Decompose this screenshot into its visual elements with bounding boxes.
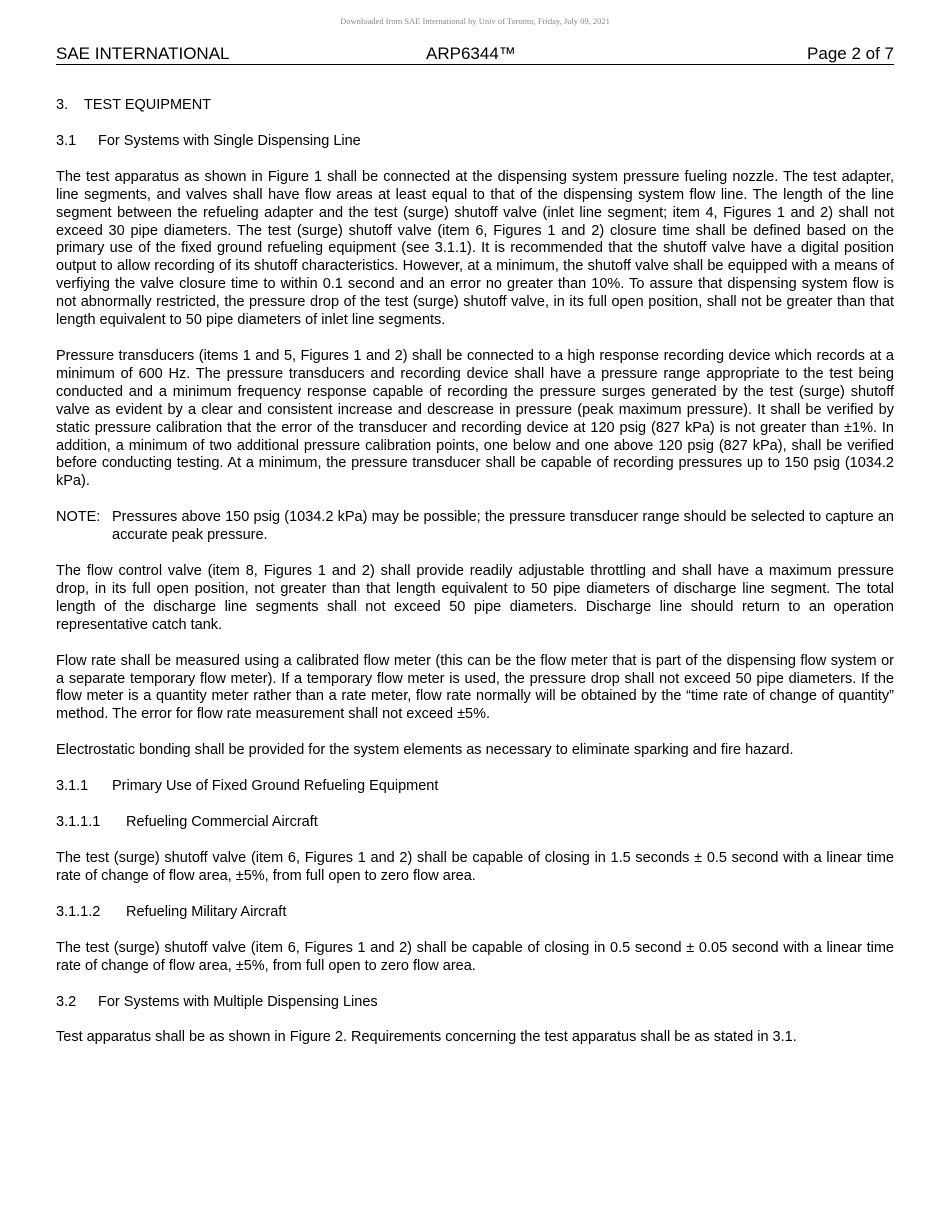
header-page-number: Page 2 of 7 — [807, 44, 894, 63]
section-number: 3.1.1.2 — [56, 903, 101, 920]
paragraph-multiple-lines: Test apparatus shall be as shown in Figure 2. Requirements concerning the test apparatus shall be as stated in 3.1. — [56, 1029, 797, 1046]
note-text: Pressures above 150 psig (1034.2 kPa) may be possible; the pressure transducer range should be selected to capture an accurate peak pressure. — [112, 509, 894, 544]
paragraph-electrostatic-bonding: Electrostatic bonding shall be provided for the system elements as necessary to eliminate sparking and fire hazard. — [56, 742, 794, 759]
section-number: 3.1.1.1 — [56, 814, 101, 831]
section-title: Primary Use of Fixed Ground Refueling Equipment — [112, 778, 439, 795]
header-document-id: ARP6344™ — [426, 44, 516, 63]
header-organization: SAE INTERNATIONAL — [56, 44, 230, 63]
download-watermark: Downloaded from SAE International by Univ of Toronto, Friday, July 09, 2021 — [340, 16, 610, 26]
section-number: 3.1.1 — [56, 778, 89, 795]
section-heading-3-1-1-1 — [56, 814, 894, 832]
section-heading-3 — [56, 97, 894, 115]
section-title: Refueling Commercial Aircraft — [126, 814, 318, 831]
section-heading-3-1-1-2 — [56, 904, 894, 922]
note-block — [56, 509, 894, 545]
section-title: For Systems with Single Dispensing Line — [98, 132, 361, 149]
paragraph-commercial-closing: The test (surge) shutoff valve (item 6, Figures 1 and 2) shall be capable of closing in 1.5 seconds ± 0.5 second with a linear time rate of change of flow area, ±5%, from full open to zero flow area. — [56, 850, 894, 884]
section-number: 3.2 — [56, 993, 77, 1010]
section-number: 3.1 — [56, 132, 77, 149]
section-title: Refueling Military Aircraft — [126, 903, 287, 920]
note-label: NOTE: — [56, 509, 101, 526]
section-title: For Systems with Multiple Dispensing Lines — [98, 993, 378, 1010]
page-header — [56, 44, 894, 65]
paragraph-flow-control-valve: The flow control valve (item 8, Figures 1 and 2) shall provide readily adjustable throttling and shall have a maximum pressure drop, in its full open position, not greater than that length equivalent to 50 pipe diameters of discharge line segment. The total length of the discharge line segments shall not exceed 50 pipe diameters. Discharge line should return to an operation representative catch tank. — [56, 563, 894, 633]
section-heading-3-1-1 — [56, 778, 894, 796]
section-heading-3-1 — [56, 133, 894, 151]
paragraph-military-closing: The test (surge) shutoff valve (item 6, Figures 1 and 2) shall be capable of closing in 0.5 second ± 0.05 second with a linear time rate of change of flow area, ±5%, from full open to zero flow area. — [56, 939, 894, 974]
paragraph-flow-rate: Flow rate shall be measured using a calibrated flow meter (this can be the flow meter that is part of the dispensing flow system or a separate temporary flow meter). If a temporary flow meter is used, the pressure drop shall not exceed 50 pipe diameters. If the flow meter is a quantity meter rather than a rate meter, flow rate normally will be obtained by the “time rate of change of quantity” method. The error for flow rate measurement shall not exceed ±5%. — [56, 652, 894, 723]
section-number: 3. — [56, 97, 69, 113]
paragraph-pressure-transducers: Pressure transducers (items 1 and 5, Figures 1 and 2) shall be connected to a high response recording device which records at a minimum of 600 Hz. The pressure transducers and recording device shall have a pressure range appropriate to the test being conducted and a minimum frequency response capable of recording the pressure surges generated by the test (surge) shutoff valve as evident by a clear and consistent increase and descrease in pressure (peak maximum pressure). It shall be verified by static pressure calibration that the error of the transducer and recording device at 120 psig (827 kPa) is not greater than ±1%. In addition, a minimum of two additional pressure calibration points, one below and one above 120 psig (827 kPa), shall be verified before conducting testing. At a minimum, the pressure transducer shall be capable of recording pressures up to 150 psig (1034.2 kPa). — [56, 347, 894, 490]
document-body — [56, 97, 894, 1065]
paragraph-test-apparatus: The test apparatus as shown in Figure 1 shall be connected at the dispensing system pressure fueling nozzle. The test adapter, line segments, and valves shall have flow areas at least equal to that of the dispensing system flow line. The length of the line segment between the refueling adapter and the test (surge) shutoff valve (inlet line segment; item 4, Figures 1 and 2) shall not exceed 30 pipe diameters. The test (surge) shutoff valve (item 6, Figures 1 and 2) closure time shall be defined based on the primary use of the fixed ground refueling equipment (see 3.1.1). It is recommended that the shutoff valve have a digital position output to allow recording of its shutoff characteristics. However, at a minimum, the shutoff valve shall be equipped with a means of verfiying the valve closure time to within 0.1 second and an error no greater than 10%. To assure that dispensing system flow is not abnormally restricted, the pressure drop of the test (surge) shutoff valve, in its full open position, shall not be greater than that length equivalent to 50 pipe diameters of inlet line segments. — [56, 168, 894, 329]
section-heading-3-2 — [56, 994, 894, 1012]
section-title: TEST EQUIPMENT — [84, 97, 212, 113]
